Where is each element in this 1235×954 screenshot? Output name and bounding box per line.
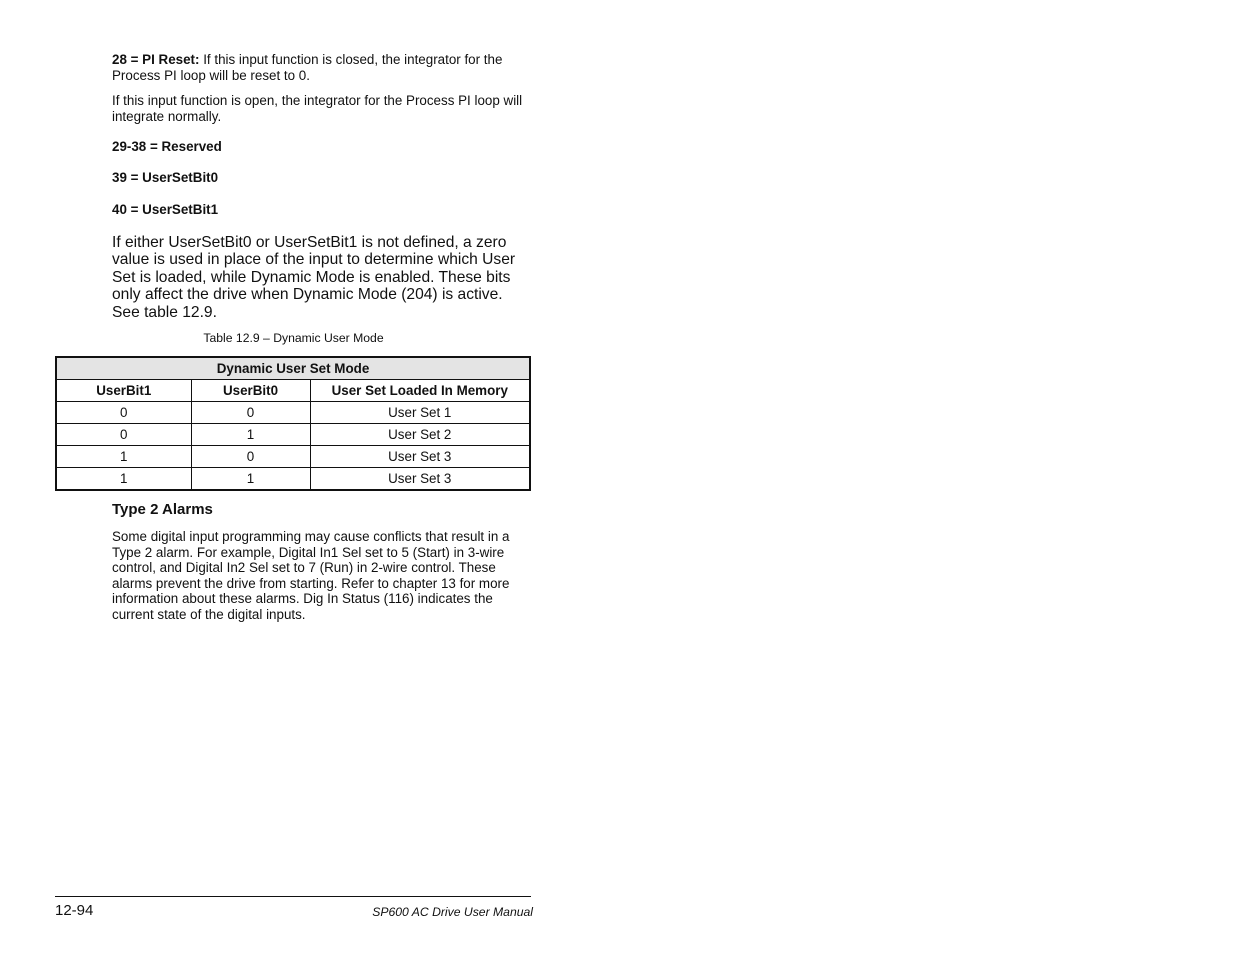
table-cell: 0 [191,402,310,424]
table-cell: User Set 3 [310,468,530,491]
table-cell: User Set 1 [310,402,530,424]
table-cell: 1 [191,424,310,446]
usersetbit-paragraph: If either UserSetBit0 or UserSetBit1 is not defined, a zero value is used in place of the input to determine which User Set is loaded, while Dynamic Mode is enabled. These bits only affect the drive when Dynamic Mode (204) is active. See table 12.9. [112,234,516,321]
table-cell: 1 [56,468,191,491]
page-number: 12-94 [55,902,94,919]
usersetbit0-heading: 39 = UserSetBit0 [112,170,219,185]
table-cell: 1 [191,468,310,491]
type2-alarms-heading: Type 2 Alarms [112,501,213,518]
table-cell: User Set 3 [310,446,530,468]
table-row [56,424,530,446]
column-header: UserBit1 [56,380,191,402]
type2-alarms-paragraph: Some digital input programming may cause conflicts that result in a Type 2 alarm. For example, Digital In1 Sel set to 5 (Start) in 3-wire control, and Digital In2 Sel set to 7 (Run) in 2-wire control. These alarms prevent the drive from starting. Refer to chapter 13 for more information about these alarms. Dig In Status (116) indicates the current state of the digital inputs. [112,529,510,622]
table-cell: User Set 2 [310,424,530,446]
table-cell: 0 [56,424,191,446]
table-title: Dynamic User Set Mode [56,357,530,380]
table-row [56,446,530,468]
reserved-heading: 29-38 = Reserved [112,139,222,154]
pi-reset-text: If this input function is closed, the integrator for the Process PI loop will be reset to 0. [112,52,503,83]
table-caption: Table 12.9 – Dynamic User Mode [203,331,384,345]
table-title-row [56,357,530,380]
usersetbit1-heading: 40 = UserSetBit1 [112,202,219,217]
manual-title: SP600 AC Drive User Manual [372,905,533,919]
column-header: User Set Loaded In Memory [310,380,530,402]
column-header: UserBit0 [191,380,310,402]
table-row [56,468,530,491]
pi-reset-label: 28 = PI Reset: [112,52,200,67]
table-cell: 0 [191,446,310,468]
table-row [56,402,530,424]
pi-reset-paragraph [112,52,532,83]
table-cell: 1 [56,446,191,468]
pi-open-paragraph: If this input function is open, the integrator for the Process PI loop will integrate normally. [112,93,523,124]
dynamic-user-mode-table [55,356,531,491]
table-header-row [56,380,530,402]
table-cell: 0 [56,402,191,424]
footer-divider [55,896,531,897]
